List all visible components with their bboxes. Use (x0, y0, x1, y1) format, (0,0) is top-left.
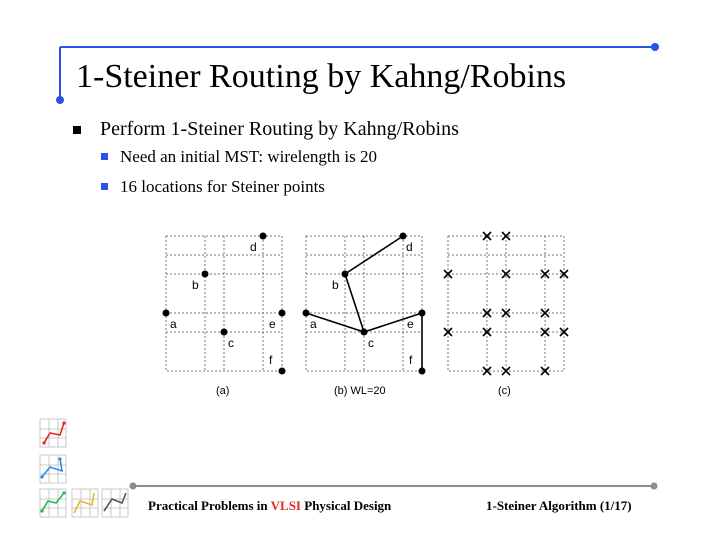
caption-c: (c) (498, 385, 511, 397)
caption-b: (b) WL=20 (334, 385, 386, 397)
footer-slide-number: 1-Steiner Algorithm (1/17) (486, 498, 632, 513)
label-a: a (170, 317, 177, 331)
footer-course-highlight: VLSI (270, 498, 301, 513)
label-e: e (407, 317, 414, 331)
footer-dot-right (651, 483, 658, 490)
caption-a: (a) (216, 385, 230, 397)
label-a: a (310, 317, 317, 331)
footer-course-prefix: Practical Problems in (148, 498, 271, 513)
label-c: c (228, 336, 234, 350)
footer-course-title (148, 498, 391, 514)
footer-dot-left (130, 483, 137, 490)
sub-bullet-locations: 16 locations for Steiner points (120, 177, 325, 196)
sub-bullet-wirelength: Need an initial MST: wirelength is 20 (120, 147, 377, 166)
label-c: c (368, 336, 374, 350)
label-d: d (250, 240, 257, 254)
label-e: e (269, 317, 276, 331)
label-f: f (409, 353, 413, 367)
slide-title: 1-Steiner Routing by Kahng/Robins (76, 58, 567, 95)
label-b: b (332, 278, 339, 292)
label-d: d (406, 240, 413, 254)
bullet-main: Perform 1-Steiner Routing by Kahng/Robins (100, 118, 459, 140)
footer-course-suffix: Physical Design (301, 498, 392, 513)
label-b: b (192, 278, 199, 292)
label-f: f (269, 353, 273, 367)
